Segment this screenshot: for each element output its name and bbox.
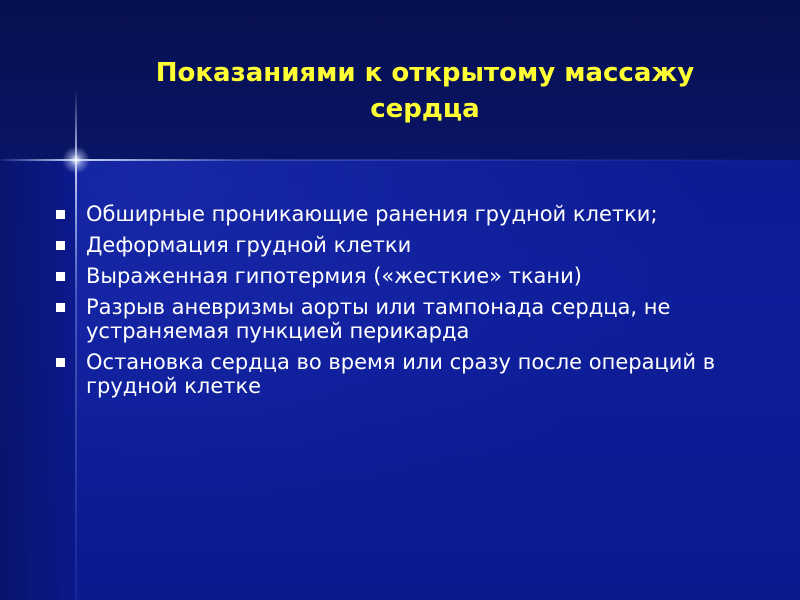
bullet-text: Деформация грудной клетки (86, 233, 412, 257)
bullet-list (52, 202, 772, 405)
bullet-item (52, 295, 772, 343)
slide-title: Показаниями к открытому массажу сердца (155, 58, 695, 124)
square-bullet-icon (56, 358, 65, 367)
light-flare-horizontal (0, 159, 800, 161)
bullet-text: Разрыв аневризмы аорты или тампонада сердца, не устраняемая пункцией перикарда (86, 295, 671, 343)
square-bullet-icon (56, 210, 65, 219)
bullet-text: Обширные проникающие ранения грудной клетки; (86, 202, 658, 226)
light-flare-star-icon (62, 146, 90, 174)
bullet-item (52, 264, 772, 288)
bullet-item (52, 202, 772, 226)
bullet-text: Выраженная гипотермия («жесткие» ткани) (86, 264, 582, 288)
bullet-item (52, 233, 772, 257)
bullet-item (52, 350, 772, 398)
square-bullet-icon (56, 241, 65, 250)
square-bullet-icon (56, 272, 65, 281)
square-bullet-icon (56, 303, 65, 312)
bullet-text: Остановка сердца во время или сразу после операций в грудной клетке (86, 350, 716, 398)
